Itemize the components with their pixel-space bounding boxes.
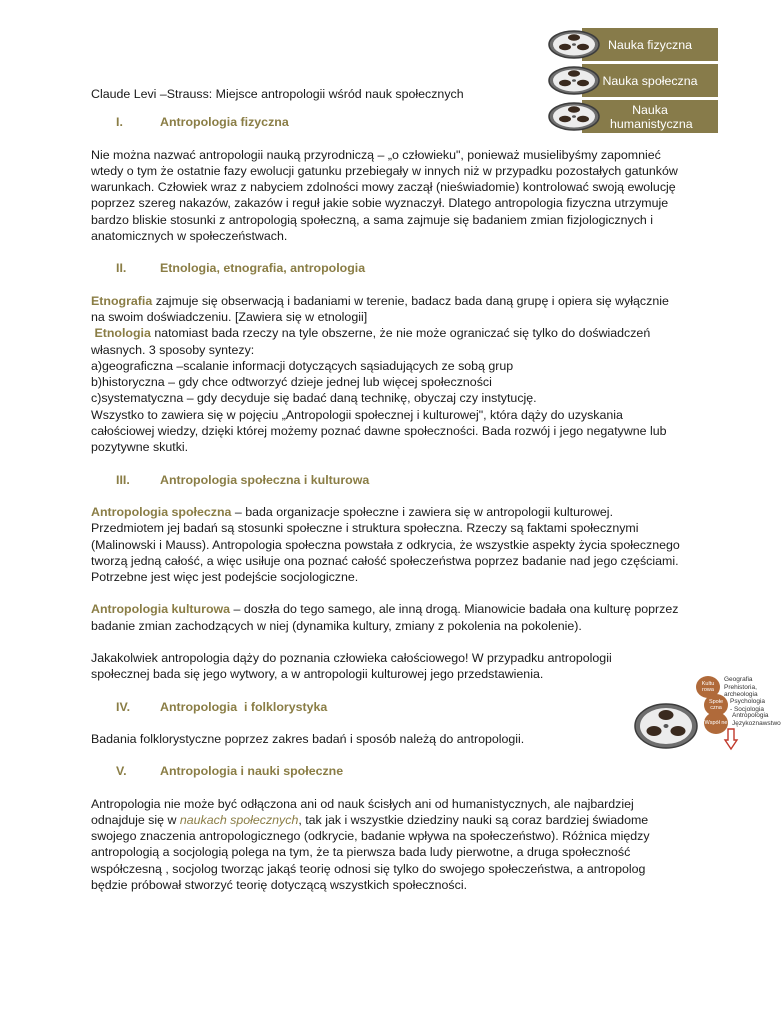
bubble-spoleczna: Społe czna [704, 694, 728, 716]
section-number: I. [116, 115, 123, 130]
term-nauki-spoleczne: naukach społecznych [179, 812, 299, 827]
smartart-disciplines [632, 672, 781, 762]
text: Antropologia nie może być odłączona ani od nauk ścisłych ani od humanistycznych, ale najbardziej odnajduje się w [91, 796, 634, 827]
bubble-kulturowa: Kultu rowa [696, 676, 720, 698]
bubble-wspolne: Współ ne [704, 712, 728, 734]
paragraph: Badania folklorystyczne poprzez zakres badań i sposób należą do antropologii. [91, 731, 525, 746]
section-heading [91, 763, 681, 779]
text: zajmuje się obserwacją i badaniami w terenie, badacz bada daną grupę i opiera się wyłącznie na swoim doświadczeniu. [Zawiera się w etnologii] [91, 293, 669, 324]
paragraph [91, 796, 681, 894]
term-kulturowa: Antropologia kulturowa [91, 602, 231, 617]
term-etnologia: Etnologia [91, 326, 151, 341]
synthesis-item: c)systematyczna – gdy decyduje się badać daną technikę, obyczaj czy instytucję. [91, 391, 537, 406]
film-reel-icon [634, 702, 698, 750]
paragraph: Nie można nazwać antropologii nauką przyrodniczą – „o człowieku", ponieważ musielibyśmy zapomnieć wtedy o tym że ostatnie fazy ewolucji gatunku przebiegały w innych niż w przypadku pozostałych gatunków warunkach. Człowiek wraz z nabyciem zdolności mowy zaczął (nieświadomie) kontrolować swoją ewolucję poprzez szereg nakazów, zakazów i reguł jakie sobie wyznaczył. Dlatego antropologia fizyczna utrzymuje bardzo bliskie stosunki z antropologią społeczną, a sama zajmuje się badaniem zmian fizjologicznych i anatomicznych w społeczeństwach. [91, 147, 678, 244]
section-title: Antropologia i nauki społeczne [160, 764, 344, 779]
section-number: IV. [116, 699, 131, 714]
section-title: Antropologia fizyczna [160, 115, 289, 130]
document-title: Claude Levi –Strauss: Miejsce antropologii wśród nauk społecznych [91, 87, 464, 101]
text: , tak jak i wszystkie dziedziny nauki są coraz bardziej świadome swojego znaczenia antropologicznego (odkrycie, badanie wpływa na społeczeństwo). Różnica między antropologią a socjologią polega na tym, że ta pierwsza bada ludy pierwotne, a druga społeczność współczesną , socjolog tworząc jakąś teorię odnosi się tylko do swojego społeczeństwa, a antropolog będzie próbował stworzyć teorię dotyczącą wszystkich społeczności. [91, 812, 650, 892]
text: – bada organizacje społeczne i zawiera się w antropologii kulturowej. Przedmiotem jej badań są stosunki społeczne i struktura społeczna. Rzeczy są faktami społecznymi (Malinowski i Mauss). Antropologia społeczna powstała z odkrycia, że wszystkie aspekty życia społecznego tworzą jedną całość, a więc usiłuje ona poznać całość społeczeństwa poprzez badanie nad jego częściami. Potrzebne jest więc jest podejście socjologiczne. [91, 504, 680, 585]
text: natomiast bada rzeczy na tyle obszerne, że nie może ograniczać się tylko do doświadczeń własnych. 3 sposoby syntezy: [91, 326, 651, 357]
term-etnografia: Etnografia [91, 293, 153, 308]
paragraph: Jakakolwiek antropologia dąży do poznania człowieka całościowego! W przypadku antropologii społecznej bada się jego wytwory, a w antropologii kulturowej jego przedstawienia. [91, 651, 612, 682]
section-heading [91, 472, 681, 488]
paragraph [91, 504, 681, 585]
paragraph [91, 601, 681, 634]
section-title: Etnologia, etnografia, antropologia [160, 261, 366, 276]
text: Wszystko to zawiera się w pojęciu „Antropologii społecznej i kulturowej", która dąży do uzyskania całościowej wiedzy, dzięki której możemy poznać dawne społeczności. Bada rozwój i jego negatywne lub pozytywne skutki. [91, 407, 667, 455]
section-title: Antropologia i folklorystyka [160, 699, 328, 714]
arrow-down-icon [724, 728, 738, 750]
section-title: Antropologia społeczna i kulturowa [160, 472, 370, 487]
section-heading [91, 260, 681, 276]
term-spoleczna: Antropologia społeczna [91, 504, 232, 519]
text: – doszła do tego samego, ale inną drogą. Mianowicie badała ona kulturę poprzez badanie zmian zachodzących w niej (dynamika kultury, zmiany z pokolenia na pokolenie). [91, 602, 679, 633]
paragraph [91, 293, 681, 456]
label-geografia: Geografia Prehistoria, archeologia [724, 676, 758, 698]
section-heading [91, 699, 681, 715]
synthesis-item: a)geograficzna –scalanie informacji dotyczących sąsiadujących ze sobą grup [91, 358, 514, 373]
label-psychologia: Psychologia - Socjologia [730, 698, 766, 713]
section-heading [91, 114, 681, 130]
film-reel-icon [548, 30, 600, 59]
section-number: III. [116, 472, 130, 487]
smartart-label: Nauka humanistyczna [582, 100, 718, 133]
document-body [91, 86, 681, 909]
label-antropologia: Antropologia Językoznawstwo [732, 712, 781, 727]
smartart-label: Nauka społeczna [582, 64, 718, 97]
synthesis-item: b)historyczna – gdy chce odtworzyć dzieje jednej lub więcej społeczności [91, 375, 492, 390]
section-number: II. [116, 261, 127, 276]
smartart-item [548, 28, 720, 61]
smartart-label: Nauka fizyczna [582, 28, 718, 61]
section-number: V. [116, 764, 127, 779]
